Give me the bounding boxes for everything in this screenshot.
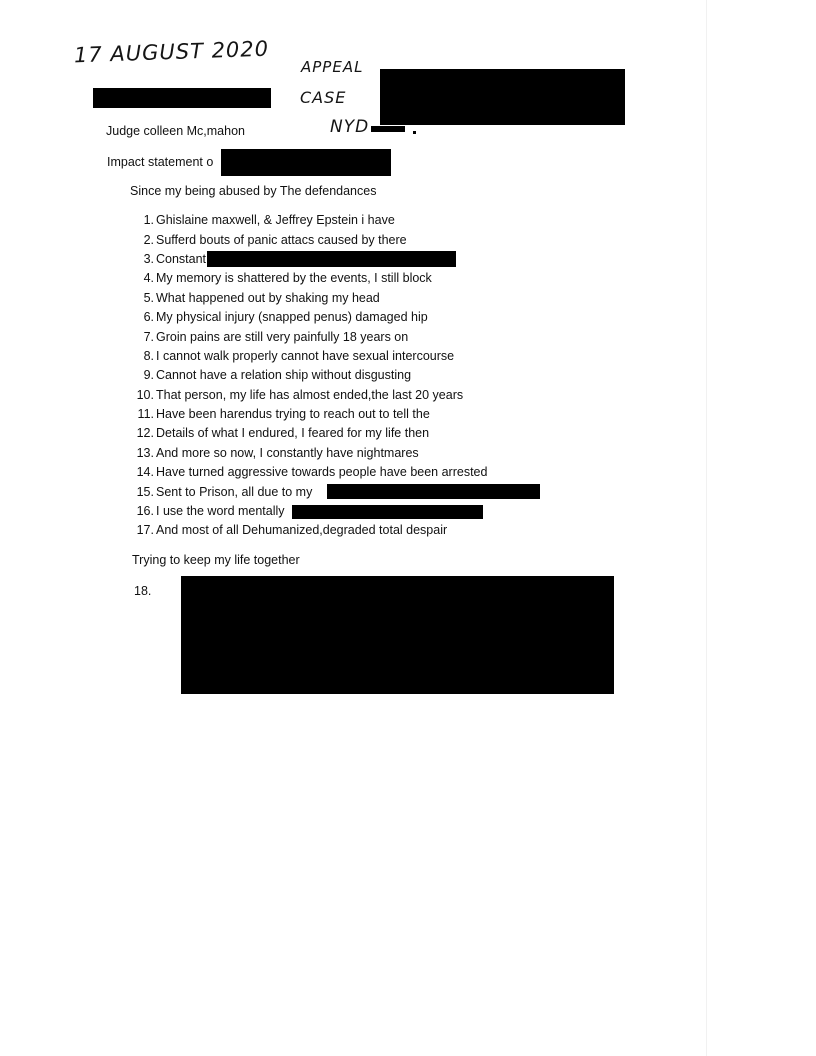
impact-statement-line: Impact statement o: [107, 155, 214, 169]
closing-line: Trying to keep my life together: [132, 553, 300, 567]
list-item: [130, 407, 430, 426]
list-item: [130, 446, 419, 465]
handwritten-court: NYD: [330, 117, 370, 137]
list-item: [130, 233, 407, 252]
list-item-text: Cannot have a relation ship without disgusting: [156, 368, 412, 382]
list-item: [130, 349, 455, 368]
list-item-text: Have turned aggressive towards people have been arrested: [156, 465, 488, 479]
list-item-number: 7.: [143, 330, 154, 344]
list-item: [130, 485, 313, 504]
list-item-text: Ghislaine maxwell, & Jeffrey Epstein i have: [156, 213, 395, 227]
redaction-block-item-18: [181, 576, 614, 694]
redaction-block-case-number: [380, 69, 625, 125]
redaction-block-name: [93, 88, 271, 108]
list-item-text: And more so now, I constantly have nightmares: [156, 446, 419, 460]
list-item-number: 14.: [136, 465, 154, 479]
redaction-block-item-3: [207, 251, 456, 267]
list-item-text: That person, my life has almost ended,the last 20 years: [156, 388, 464, 402]
list-item: [130, 291, 380, 310]
list-item: [130, 310, 428, 329]
list-item: [130, 271, 432, 290]
list-item-number: 5.: [143, 291, 154, 305]
intro-line: Since my being abused by The defendances: [130, 184, 377, 198]
list-item-number: 11.: [137, 407, 154, 421]
list-item-text: I use the word mentally: [156, 504, 285, 518]
list-item-number: 6.: [143, 310, 154, 324]
list-item-text: Sufferd bouts of panic attacs caused by there: [156, 233, 407, 247]
list-item: [130, 213, 395, 232]
list-item: [130, 426, 430, 445]
list-item-number: 13.: [136, 446, 154, 460]
redaction-block-impact: [221, 149, 391, 176]
handwritten-appeal: APPEAL: [301, 58, 364, 76]
list-item-number: 10.: [136, 388, 154, 402]
list-item: [130, 252, 207, 271]
redaction-block-item-16: [292, 505, 483, 519]
list-item-text: Sent to Prison, all due to my: [156, 485, 313, 499]
list-item-number: 1.: [143, 213, 154, 227]
list-item-text: Constant: [156, 252, 207, 266]
list-item: [130, 523, 448, 542]
list-item: [130, 504, 285, 523]
redaction-block-court-suffix: [371, 126, 405, 132]
list-item-text: Have been harendus trying to reach out to tell the: [156, 407, 430, 421]
handwritten-date: 17 AUGUST 2020: [73, 36, 270, 68]
item-18-number: 18.: [134, 584, 152, 598]
scan-edge-line: [706, 0, 707, 1056]
list-item: [130, 368, 412, 387]
list-item-number: 2.: [143, 233, 154, 247]
list-item-text: My physical injury (snapped penus) damaged hip: [156, 310, 428, 324]
list-item-number: 8.: [143, 349, 154, 363]
judge-line: Judge colleen Mc,mahon: [106, 124, 245, 138]
list-item-number: 17.: [136, 523, 154, 537]
list-item-number: 9.: [143, 368, 154, 382]
list-item-number: 15.: [136, 485, 154, 499]
list-item-number: 3.: [143, 252, 154, 266]
list-item-number: 4.: [143, 271, 154, 285]
list-item-text: My memory is shattered by the events, I still block: [156, 271, 432, 285]
list-item-number: 12.: [136, 426, 154, 440]
redaction-dot: [413, 131, 416, 134]
handwritten-case: CASE: [300, 88, 347, 107]
list-item-number: 16.: [136, 504, 154, 518]
list-item-text: What happened out by shaking my head: [156, 291, 380, 305]
list-item-text: Groin pains are still very painfully 18 years on: [156, 330, 409, 344]
list-item: [130, 330, 409, 349]
list-item: [130, 465, 488, 484]
list-item-text: Details of what I endured, I feared for my life then: [156, 426, 430, 440]
list-item: [130, 388, 464, 407]
list-item-text: I cannot walk properly cannot have sexual intercourse: [156, 349, 455, 363]
redaction-block-item-15: [327, 484, 540, 499]
list-item-text: And most of all Dehumanized,degraded total despair: [156, 523, 448, 537]
